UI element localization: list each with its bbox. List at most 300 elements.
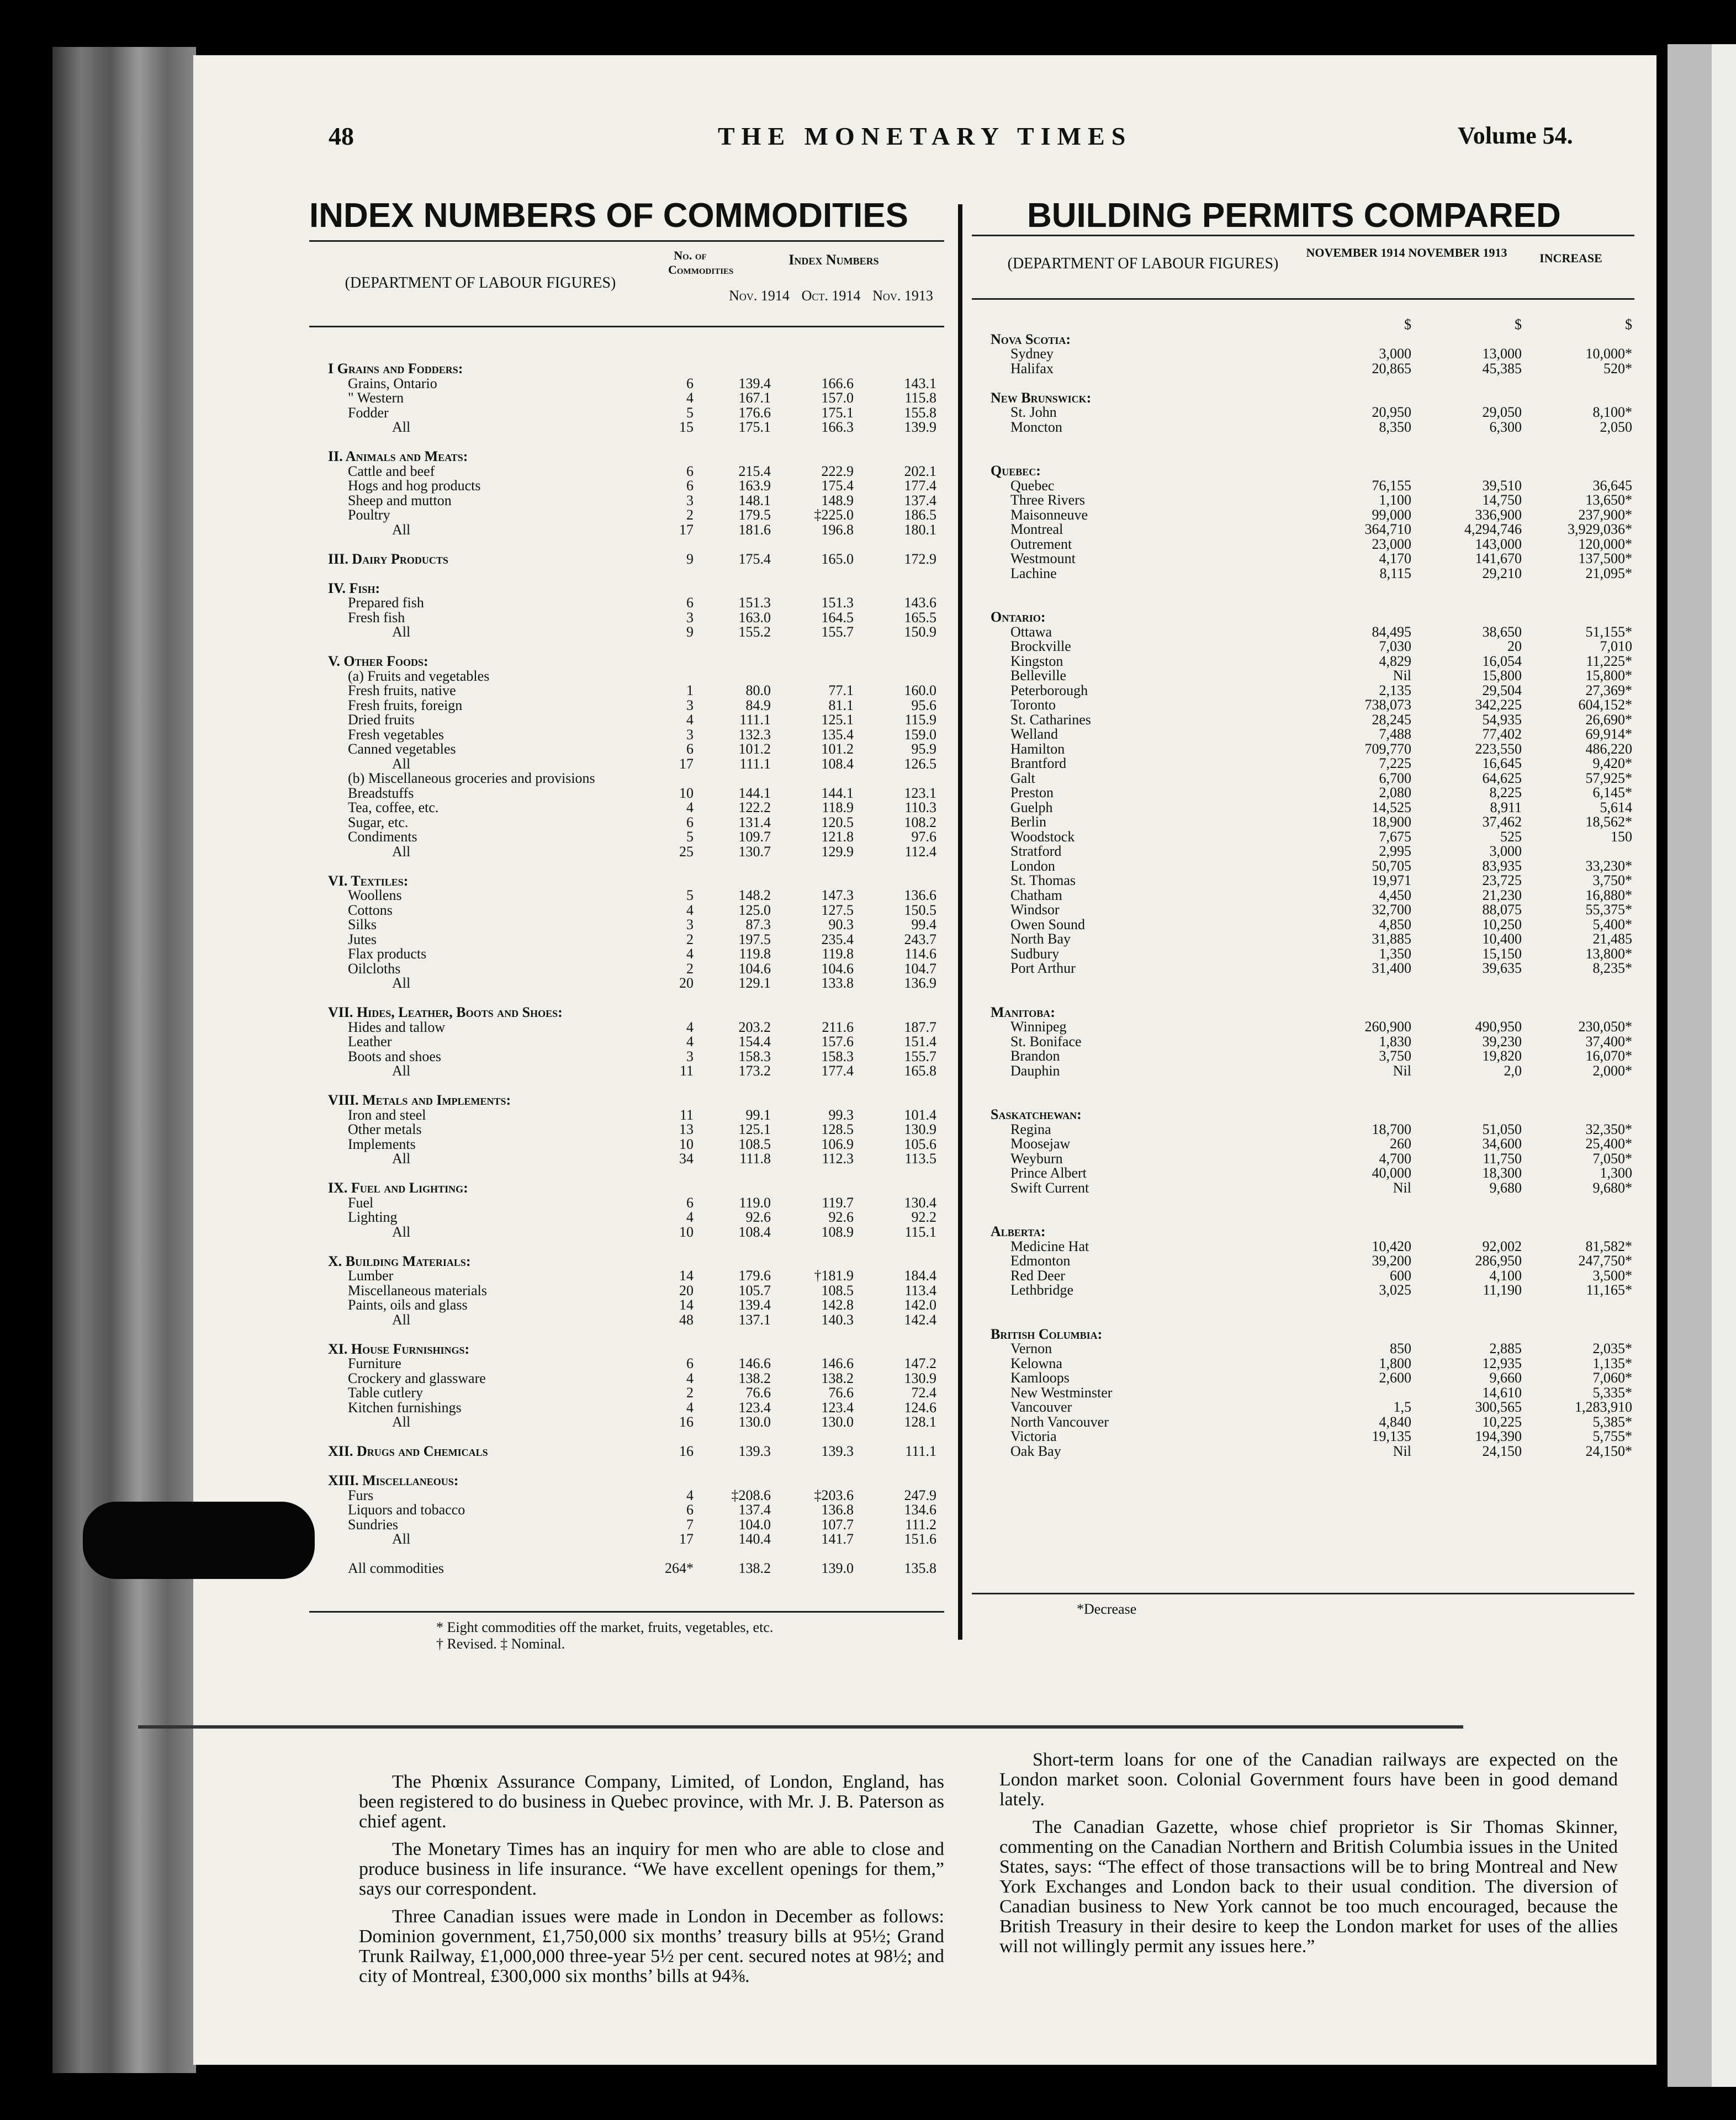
cell-a [1303, 1327, 1414, 1342]
table-row [988, 1415, 1634, 1430]
cell-b: 104.6 [821, 960, 854, 977]
cell-a: 175.4 [738, 550, 771, 567]
cell-a: 99.1 [745, 1106, 771, 1123]
cell-c [856, 669, 939, 684]
row-label: Quebec: [991, 463, 1041, 479]
cell-c: 130.4 [904, 1194, 936, 1211]
row-label: All [392, 1223, 411, 1240]
cell-n [652, 1254, 696, 1269]
table-row [988, 362, 1634, 377]
cell-n: 2 [686, 960, 694, 977]
cell-a [1303, 1225, 1414, 1239]
cell-b: 490,950 [1475, 1019, 1522, 1035]
row-label: Outrement [1010, 536, 1072, 552]
table-row [988, 566, 1634, 581]
cell-b: 138.2 [821, 1370, 854, 1386]
row-label: Owen Sound [1010, 916, 1086, 932]
row-label [988, 1195, 1303, 1210]
cell-b [773, 1459, 856, 1474]
row-label: All [392, 624, 411, 640]
cell-a [1303, 1078, 1414, 1093]
table-row [326, 1284, 939, 1298]
document-page [193, 55, 1656, 2065]
row-label: IV. Fish: [328, 580, 380, 596]
cell-a: 139.4 [738, 1297, 771, 1313]
cell-b: 106.9 [821, 1136, 854, 1152]
cell-b: 39,635 [1482, 960, 1522, 977]
table-row [326, 1225, 939, 1240]
table-row [988, 1137, 1634, 1152]
cell-a: 139.4 [738, 375, 771, 391]
row-label [988, 376, 1303, 391]
cell-c: 604,152* [1578, 697, 1632, 713]
cell-a [696, 991, 773, 1006]
cell-a [1303, 1195, 1414, 1210]
row-label [988, 434, 1303, 449]
cell-c: 115.8 [904, 390, 936, 406]
cell-n: 6 [686, 1355, 694, 1372]
cell-c: 126.5 [904, 755, 936, 772]
table-row [326, 830, 939, 845]
cell-b: 39,510 [1482, 477, 1522, 494]
cell-c: 114.6 [904, 946, 936, 962]
cell-a: 31,400 [1372, 960, 1411, 977]
cell-a [696, 1327, 773, 1342]
cell-n: 4 [686, 799, 694, 816]
row-label: Silks [348, 916, 377, 933]
table-row [988, 873, 1634, 888]
table-header-rule [309, 326, 944, 327]
cell-c [1524, 1225, 1634, 1239]
cell-a [696, 435, 773, 450]
cell-b: 99.3 [828, 1106, 854, 1123]
cell-n [652, 537, 696, 552]
row-label: VI. Textiles: [328, 872, 409, 889]
cell-c: 486,220 [1585, 740, 1632, 757]
cell-a: 146.6 [738, 1355, 771, 1372]
section-row [326, 1093, 939, 1108]
cell-c [856, 362, 939, 377]
row-label: Hogs and hog products [348, 478, 481, 494]
cell-a: 18,900 [1372, 814, 1411, 830]
row-label: Sundries [348, 1516, 398, 1533]
cell-a [696, 362, 773, 377]
row-label: III. Dairy Products [328, 550, 448, 567]
row-label: Toronto [1010, 697, 1056, 713]
section-row [326, 1474, 939, 1488]
cell-c: 237,900* [1578, 506, 1632, 523]
cell-b [773, 566, 856, 581]
table-row [326, 903, 939, 918]
table-row [988, 1429, 1634, 1444]
cell-c [856, 859, 939, 874]
cell-a: 130.0 [738, 1414, 771, 1430]
row-label: All commodities [348, 1560, 444, 1577]
spacer-row [326, 859, 939, 874]
cell-a: 8,115 [1379, 565, 1411, 581]
cell-a [696, 874, 773, 889]
cell-a: 20,865 [1372, 360, 1411, 377]
cell-c: 111.1 [905, 1443, 936, 1460]
row-label: Cattle and beef [348, 463, 435, 479]
cell-b: 2,0 [1504, 1062, 1522, 1079]
spacer-row [326, 1459, 939, 1474]
row-label: Lumber [348, 1268, 394, 1284]
cell-a: 179.6 [738, 1268, 771, 1284]
cell-a: 92.6 [745, 1209, 771, 1226]
cell-n [652, 1327, 696, 1342]
cell-a [1303, 1386, 1414, 1401]
cell-b: 108.9 [821, 1223, 854, 1240]
cell-b [773, 1093, 856, 1108]
cell-c: 155.7 [904, 1048, 936, 1064]
row-label: Miscellaneous materials [348, 1282, 487, 1298]
row-label [326, 1327, 652, 1342]
cell-a: 144.1 [738, 785, 771, 801]
row-label: XI. House Furnishings: [328, 1340, 470, 1357]
cell-a [1303, 1093, 1414, 1108]
cell-c [856, 1167, 939, 1181]
cell-c [1524, 391, 1634, 406]
table-row [988, 771, 1634, 786]
cell-a: 3,025 [1379, 1282, 1411, 1298]
row-label: " Western [348, 390, 404, 406]
cell-c: 16,070* [1585, 1048, 1632, 1064]
cell-n [652, 1342, 696, 1357]
spacer-row [326, 1079, 939, 1094]
row-label: Fresh fish [348, 609, 405, 626]
row-label: Montreal [1010, 521, 1063, 538]
cell-c: 142.0 [904, 1297, 936, 1313]
cell-c [1524, 1312, 1634, 1327]
row-label: St. Catharines [1010, 711, 1091, 728]
cell-b: 118.9 [822, 799, 854, 816]
table-row [988, 683, 1634, 698]
cell-n: 15 [679, 419, 694, 436]
table-row [326, 1152, 939, 1167]
cell-a: 163.9 [738, 478, 771, 494]
spacer-row [326, 640, 939, 655]
cell-n: 20 [679, 1282, 694, 1298]
article-left [359, 1772, 944, 1994]
cell-c: 57,925* [1585, 770, 1632, 786]
col-nov-1914: Nov. 1914 [729, 288, 790, 304]
cell-c [1524, 1078, 1634, 1093]
article-right [999, 1750, 1618, 1964]
cell-b [773, 654, 856, 669]
cell-a: 4,840 [1379, 1413, 1411, 1430]
cell-c: 128.1 [904, 1414, 936, 1430]
row-label: Kingston [1010, 653, 1063, 669]
table-row [326, 406, 939, 421]
cell-a: 99,000 [1372, 506, 1411, 523]
row-label: Cottons [348, 902, 393, 918]
table-row [988, 493, 1634, 508]
row-label: Guelph [1010, 799, 1053, 815]
cell-c [1524, 449, 1634, 464]
row-label: Furs [348, 1487, 374, 1503]
row-label: Poultry [348, 507, 390, 523]
table-row [988, 1386, 1634, 1401]
table-row [326, 669, 939, 684]
cell-a: 125.0 [738, 902, 771, 918]
cell-b: 194,390 [1475, 1428, 1522, 1445]
cell-b: 129.9 [821, 843, 854, 860]
cell-n: 264* [665, 1560, 694, 1577]
cell-c: 1,283,910 [1575, 1399, 1632, 1416]
cell-b [773, 1254, 856, 1269]
table-row [326, 771, 939, 786]
table-row [988, 1181, 1634, 1196]
cell-a: 1,830 [1379, 1033, 1411, 1050]
cell-a: 31,885 [1372, 931, 1411, 947]
cell-b: †181.9 [814, 1268, 854, 1284]
cell-b: 336,900 [1475, 506, 1522, 523]
col-index-numbers: Index Numbers [788, 252, 879, 268]
cell-c: 8,235* [1592, 960, 1632, 977]
cell-n: 16 [679, 1443, 694, 1460]
cell-b: 14,750 [1482, 492, 1522, 508]
cell-b [773, 1239, 856, 1254]
cell-c [1524, 464, 1634, 479]
cell-b: 108.4 [821, 755, 854, 772]
cell-b [1414, 376, 1524, 391]
row-label: Regina [1010, 1121, 1051, 1137]
row-label: Hides and tallow [348, 1019, 446, 1035]
cell-b: 64,625 [1482, 770, 1522, 786]
cell-n: 4 [686, 712, 694, 728]
cell-a: 2,995 [1379, 843, 1411, 860]
cell-a [1303, 464, 1414, 479]
cell-n [652, 1167, 696, 1181]
cell-a: 2,600 [1379, 1370, 1411, 1386]
row-label [326, 1547, 652, 1562]
cell-b [773, 771, 856, 786]
cell-a: 111.8 [739, 1151, 771, 1167]
spacer-row [988, 1093, 1634, 1108]
table-row [326, 1035, 939, 1050]
cell-a [1303, 332, 1414, 347]
table-row [326, 801, 939, 815]
cell-b: 29,050 [1482, 404, 1522, 421]
cell-c: 165.5 [904, 609, 936, 626]
cell-a: 101.2 [738, 741, 771, 757]
table-row [326, 1064, 939, 1079]
table-row [326, 611, 939, 626]
row-label [988, 449, 1303, 464]
section-row [988, 464, 1634, 479]
cell-b: 286,950 [1475, 1253, 1522, 1269]
cell-a: 6,700 [1379, 770, 1411, 786]
cell-b [1414, 434, 1524, 449]
cell-c: 143.6 [904, 595, 936, 611]
cell-a: 154.4 [738, 1034, 771, 1050]
cell-c: 520* [1603, 360, 1632, 377]
row-label: Boots and shoes [348, 1048, 441, 1064]
row-label: Fresh fruits, native [348, 682, 456, 699]
row-label: New Westminster [1010, 1384, 1113, 1401]
row-label: Victoria [1010, 1428, 1057, 1445]
table-row [326, 1313, 939, 1328]
row-label: Quebec [1010, 477, 1055, 494]
cell-b: 112.3 [822, 1151, 854, 1167]
cell-c [856, 1239, 939, 1254]
spacer-row [988, 1312, 1634, 1327]
row-label: II. Animals and Meats: [328, 448, 468, 465]
cell-a: 111.1 [739, 755, 771, 772]
cell-a: 132.3 [738, 726, 771, 743]
cell-c: 9,420* [1592, 755, 1632, 772]
cell-a [1303, 610, 1414, 625]
cell-c [1524, 596, 1634, 611]
cell-a: 140.4 [738, 1531, 771, 1547]
cell-a [696, 859, 773, 874]
column-divider [958, 204, 962, 1640]
table-row [988, 801, 1634, 815]
row-label [326, 640, 652, 655]
row-label: All [392, 1063, 411, 1079]
table-row [326, 786, 939, 801]
cell-a [696, 449, 773, 464]
row-label: Prepared fish [348, 595, 424, 611]
row-label: (b) Miscellaneous groceries and provisions [348, 770, 595, 787]
cell-a: 175.1 [738, 419, 771, 436]
cell-c: 110.3 [904, 799, 936, 816]
cell-n [652, 1459, 696, 1474]
table-row [326, 1050, 939, 1064]
cell-a [1303, 434, 1414, 449]
cell-c: 92.2 [911, 1209, 936, 1226]
cell-a: 163.0 [738, 609, 771, 626]
table-row [326, 420, 939, 435]
cell-a: 600 [1390, 1267, 1411, 1284]
row-label: Dried fruits [348, 712, 415, 728]
row-label: Sydney [1010, 346, 1054, 362]
cell-c: 155.8 [904, 404, 936, 421]
cell-b: 4,294,746 [1464, 521, 1522, 538]
row-label: Paints, oils and glass [348, 1297, 468, 1313]
cell-a: 111.1 [739, 712, 771, 728]
cell-b [1414, 581, 1524, 596]
cell-b [773, 874, 856, 889]
table-row [326, 596, 939, 611]
table-row [326, 1561, 939, 1576]
cell-b: 51,050 [1482, 1121, 1522, 1137]
section-row [988, 332, 1634, 347]
table-row [326, 1401, 939, 1416]
spacer-row [988, 976, 1634, 991]
row-label [326, 566, 652, 581]
cell-b: 13,000 [1482, 346, 1522, 362]
cell-a: 850 [1390, 1340, 1411, 1357]
cell-c: 2,050 [1600, 418, 1632, 435]
cell-b: 120.5 [821, 814, 854, 830]
cell-c: 134.6 [904, 1502, 936, 1518]
cell-b [1414, 990, 1524, 1005]
cell-a [1303, 1005, 1414, 1020]
cell-a: 3,750 [1379, 1048, 1411, 1064]
row-label: Condiments [348, 829, 417, 845]
row-label: Fuel [348, 1194, 374, 1211]
cell-b: 155.7 [821, 624, 854, 640]
cell-b: 9,660 [1489, 1370, 1522, 1386]
table-row [326, 1020, 939, 1035]
cell-a [696, 581, 773, 596]
row-label: Preston [1010, 785, 1054, 801]
cell-c [856, 1181, 939, 1196]
cell-n: 5 [686, 404, 694, 421]
cell-c [856, 1327, 939, 1342]
cell-a: 18,700 [1372, 1121, 1411, 1137]
cell-n: 3 [686, 1048, 694, 1064]
table-row [988, 888, 1634, 903]
section-row [326, 1254, 939, 1269]
cell-a [696, 1093, 773, 1108]
cell-n: 10 [679, 1136, 694, 1152]
table-row [326, 962, 939, 977]
cell-b [773, 640, 856, 655]
table-row [988, 1356, 1634, 1371]
cell-a: 84.9 [745, 697, 771, 713]
cell-n: 10 [679, 785, 694, 801]
cell-b: $ [1515, 316, 1522, 333]
bp-top-rule [972, 235, 1634, 236]
cell-c [856, 874, 939, 889]
table-row [988, 1444, 1634, 1459]
table-row [988, 859, 1634, 874]
cell-n [652, 654, 696, 669]
row-label: Fresh fruits, foreign [348, 697, 463, 713]
col-oct-1914: Oct. 1914 [801, 288, 861, 304]
row-label: St. John [1010, 404, 1057, 421]
cell-n: 1 [686, 682, 694, 699]
cell-b [773, 1167, 856, 1181]
table-row [988, 1064, 1634, 1079]
row-label: VII. Hides, Leather, Boots and Shoes: [328, 1004, 563, 1021]
cell-b: 123.4 [821, 1399, 854, 1416]
row-label: Chatham [1010, 887, 1062, 903]
row-label: Three Rivers [1010, 492, 1086, 508]
cell-n [652, 1005, 696, 1020]
cell-n: 4 [686, 1034, 694, 1050]
table-row [326, 713, 939, 728]
thumb-shadow [83, 1502, 315, 1579]
cell-a: 50,705 [1372, 857, 1411, 874]
cell-c: 150.9 [904, 624, 936, 640]
table-row [326, 625, 939, 640]
row-label: All [392, 521, 411, 538]
row-label: Ontario: [991, 609, 1046, 626]
cell-a: 7,225 [1379, 755, 1411, 772]
row-label: Liquors and tobacco [348, 1502, 465, 1518]
cell-a [696, 1547, 773, 1562]
cell-b [773, 1547, 856, 1562]
row-label: Vancouver [1010, 1399, 1072, 1416]
table-row [326, 1137, 939, 1152]
section-row [326, 1342, 939, 1357]
cell-b [773, 991, 856, 1006]
cell-b: 166.3 [821, 419, 854, 436]
cell-c [1524, 1005, 1634, 1020]
cell-c [1524, 1210, 1634, 1225]
cell-c: 9,680* [1592, 1179, 1632, 1196]
cell-a: 23,000 [1372, 536, 1411, 552]
section-row [326, 1444, 939, 1459]
cell-b: 37,462 [1482, 814, 1522, 830]
cell-b: 39,230 [1482, 1033, 1522, 1050]
table-row [988, 830, 1634, 845]
cell-n [652, 669, 696, 684]
